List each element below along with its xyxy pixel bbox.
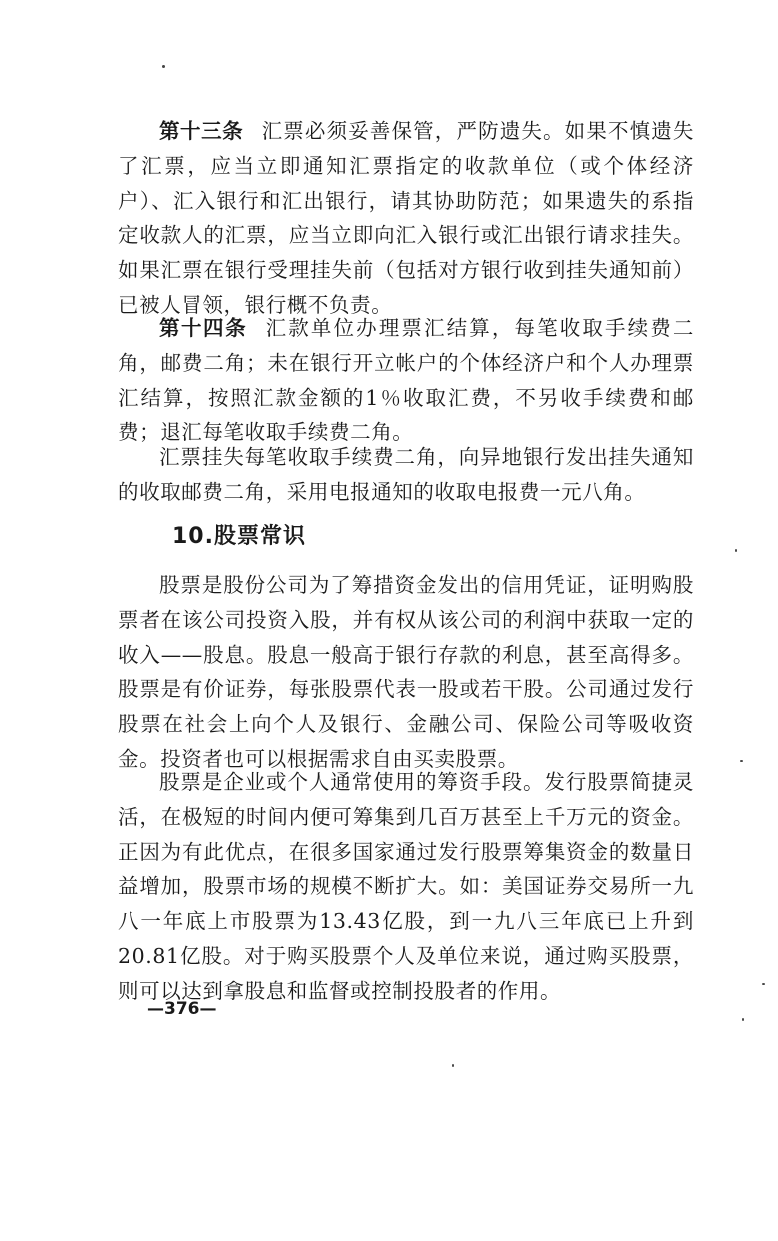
article-13-text: 汇票必须妥善保管，严防遗失。如果不慎遗失了汇票，应当立即通知汇票指定的收款单位（或个体经济户）、汇入银行和汇出银行，请其协助防范；如果遗失的系指定收款人的汇票，应当立即向汇入银行或汇出银行请求挂失。如果汇票在银行受理挂失前（包括对方银行收到挂失通知前）已被人冒领，银行概不负责。	[118, 119, 695, 317]
stock-financing-paragraph: 股票是企业或个人通常使用的筹资手段。发行股票简捷灵活，在极短的时间内便可筹集到几百万甚至上千万元的资金。正因为有此优点，在很多国家通过发行股票筹集资金的数量日益增加，股票市场的规模不断扩大。如：美国证券交易所一九八一年底上市股票为13.43亿股，到一九八三年底已上升到20.81亿股。对于购买股票个人及单位来说，通过购买股票，则可以达到拿股息和监督或控制投股者的作用。	[118, 770, 694, 1003]
article-14-label: 第十四条	[159, 316, 248, 340]
scan-speck	[762, 983, 765, 985]
scan-speck	[162, 65, 165, 68]
scan-speck	[735, 549, 737, 552]
article-14-paragraph	[118, 311, 694, 450]
loss-report-fee-paragraph: 汇票挂失每笔收取手续费二角，向异地银行发出挂失通知的收取邮费二角，采用电报通知的收取电报费一元八角。	[118, 445, 694, 504]
scan-speck	[452, 1064, 454, 1067]
section-heading: 10.股票常识	[172, 524, 306, 549]
article-13-paragraph	[118, 114, 694, 323]
stock-definition-paragraph: 股票是股份公司为了筹措资金发出的信用凭证，证明购股票者在该公司投资入股，并有权从该公司的利润中获取一定的收入——股息。股息一般高于银行存款的利息，甚至高得多。股票是有价证券，每张股票代表一股或若干股。公司通过发行股票在社会上向个人及银行、金融公司、保险公司等吸收资金。投资者也可以根据需求自由买卖股票。	[118, 573, 694, 771]
scan-speck	[742, 1018, 744, 1021]
scan-speck	[740, 760, 743, 762]
article-13-label: 第十三条	[159, 119, 244, 143]
article-14-text: 汇款单位办理票汇结算，每笔收取手续费二角，邮费二角；未在银行开立帐户的个体经济户和个人办理票汇结算，按照汇款金额的1％收取汇费，不另收手续费和邮费；退汇每笔收取手续费二角。	[118, 316, 694, 445]
page-number: —376—	[147, 999, 217, 1019]
